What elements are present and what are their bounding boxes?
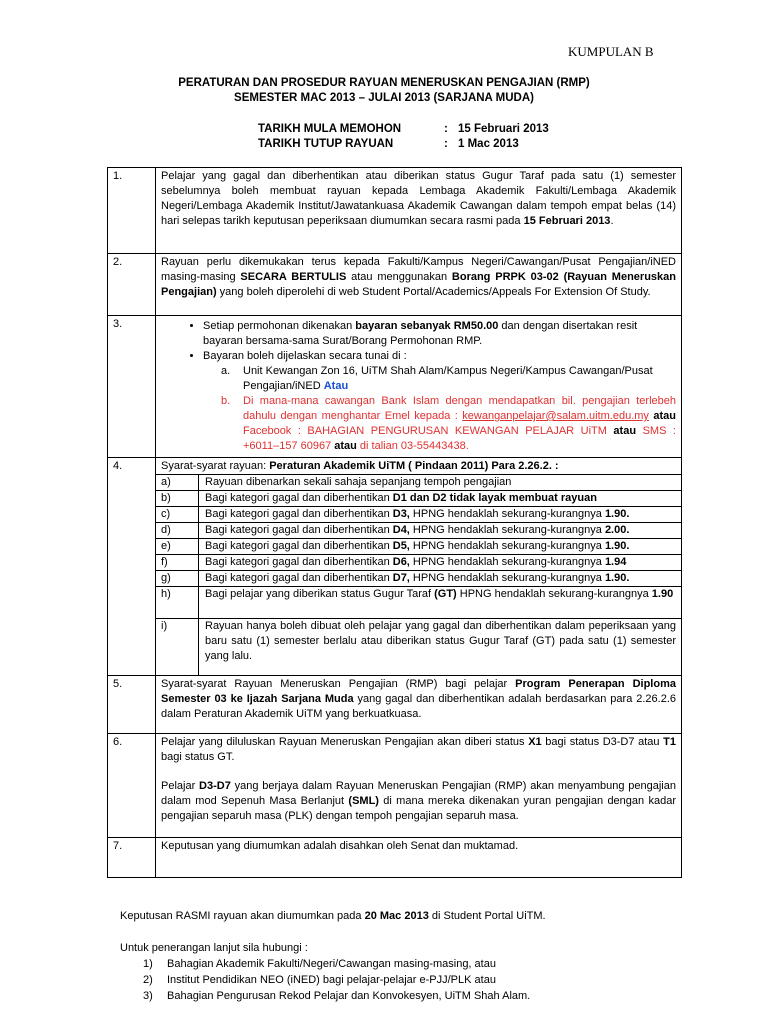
rule-6-para-1: Pelajar yang diluluskan Rayuan Meneruskan Pengajian akan diberi status X1 bagi status D3-D7 atau T1 bagi status GT.: [161, 735, 676, 763]
rule-2-text: Rayuan perlu dikemukakan terus kepada Fakulti/Kampus Negeri/Cawangan/Pusat Pengajian/iNED masing-masing SECARA BERTULIS atau menggunakan Borang PRPK 03-02 (Rayuan Meneruskan Pengajian) yang boleh diperolehi di web Student Portal/Academics/Appeals For Extension Of Study.: [156, 254, 682, 316]
list-item: a. Unit Kewangan Zon 16, UiTM Shah Alam/Kampus Negeri/Kampus Cawangan/Pusat Pengajian/iNED Atau: [221, 365, 653, 392]
separator: :: [444, 123, 448, 135]
table-row: b) Bagi kategori gagal dan diberhentikan D1 dan D2 tidak layak membuat rayuan: [156, 491, 681, 507]
doc-title-line2: SEMESTER MAC 2013 – JULAI 2013 (SARJANA MUDA): [234, 92, 534, 104]
rule-5-text: Syarat-syarat Rayuan Meneruskan Pengajian (RMP) bagi pelajar Program Penerapan Diploma Semester 03 ke Ijazah Sarjana Muda yang gagal dan diberhentikan adalah berdasarkan para 2.26.2.6 dalam Peraturan Akademik UiTM yang berkuatkuasa.: [156, 675, 682, 733]
table-row: h) Bagi pelajar yang diberikan status Gugur Taraf (GT) HPNG hendaklah sekurang-kurangnya 1.90: [156, 587, 681, 619]
table-row: [108, 733, 682, 837]
rule-1-text: Pelajar yang gagal dan diberhentikan atau diberikan status Gugur Taraf pada satu (1) semester sebelumnya boleh membuat rayuan kepada Lembaga Akademik Fakulti/Lembaga Akademik Negeri/Lembaga Akademik Institut/Jawatankuasa Akademik Cawangan dalam tempoh empat belas (14) hari selepas tarikh keputusan peperiksaan diumumkan secara rasmi pada 15 Februari 2013.: [156, 168, 682, 254]
rule-3-text: [156, 316, 682, 458]
rule-6-text: [156, 733, 682, 837]
row-number: 2.: [108, 254, 156, 316]
table-row: e) Bagi kategori gagal dan diberhentikan D5, HPNG hendaklah sekurang-kurangnya 1.90.: [156, 539, 681, 555]
contact-intro: Untuk penerangan lanjut sila hubungi :: [120, 942, 308, 954]
conditions-table: [156, 474, 681, 675]
table-row: [108, 837, 682, 877]
separator: :: [444, 138, 448, 150]
open-date-row: [258, 123, 549, 135]
table-row: [108, 168, 682, 254]
list-item: 2) Institut Pendidikan NEO (iNED) bagi pelajar-pelajar e-PJJ/PLK atau: [143, 974, 496, 986]
table-row: [108, 316, 682, 458]
close-date-value: 1 Mac 2013: [458, 138, 519, 150]
table-row: [108, 458, 682, 676]
list-item: 3) Bahagian Pengurusan Rekod Pelajar dan Konvokesyen, UiTM Shah Alam.: [143, 990, 531, 1002]
rule-4-intro: Syarat-syarat rayuan: Peraturan Akademik UiTM ( Pindaan 2011) Para 2.26.2. :: [161, 460, 559, 472]
row-number: 5.: [108, 675, 156, 733]
row-number: 7.: [108, 837, 156, 877]
email-link[interactable]: kewanganpelajar@salam.uitm.edu.my: [462, 410, 649, 422]
doc-title-line1: PERATURAN DAN PROSEDUR RAYUAN MENERUSKAN PENGAJIAN (RMP): [178, 77, 590, 89]
table-row: [108, 254, 682, 316]
row-number: 6.: [108, 733, 156, 837]
row-number: 1.: [108, 168, 156, 254]
table-row: a) Rayuan dibenarkan sekali sahaja sepanjang tempoh pengajian: [156, 475, 681, 491]
row-number: 3.: [108, 316, 156, 458]
table-row: [108, 675, 682, 733]
rule-4-cell: [156, 458, 682, 676]
contact-list: [143, 956, 530, 1004]
announcement-note: Keputusan RASMI rayuan akan diumumkan pada 20 Mac 2013 di Student Portal UiTM.: [120, 910, 546, 922]
row-number: 4.: [108, 458, 156, 676]
open-date-value: 15 Februari 2013: [458, 123, 549, 135]
close-date-row: [258, 138, 519, 150]
list-item: • Bayaran boleh dijelaskan secara tunai di : a. Unit Kewangan Zon 16, UiTM Shah Alam/Kampus Negeri/Kampus Cawangan/Pusat Pengajian/iNED Atau b. Di mana-mana cawangan Bank Islam dengan mendapatkan bil. pengajian terlebeh dahulu dengan menghantar Emel kepada : kewanganpelajar@salam.uitm.edu.my atau Facebook : BAHAGIAN PENGURUSAN KEWANGAN PELAJAR UiTM atau SMS : +6011–157 60967 atau di talian 03-55443438.: [203, 349, 676, 454]
table-row: g) Bagi kategori gagal dan diberhentikan D7, HPNG hendaklah sekurang-kurangnya 1.90.: [156, 571, 681, 587]
table-row: f) Bagi kategori gagal dan diberhentikan D6, HPNG hendaklah sekurang-kurangnya 1.94: [156, 555, 681, 571]
open-date-label: TARIKH MULA MEMOHON: [258, 123, 402, 135]
list-item: • Setiap permohonan dikenakan bayaran sebanyak RM50.00 dan dengan disertakan resit bayaran bersama-sama Surat/Borang Permohonan RMP.: [203, 319, 676, 349]
list-item: b. Di mana-mana cawangan Bank Islam dengan mendapatkan bil. pengajian terlebeh dahulu dengan menghantar Emel kepada : kewanganpelajar@salam.uitm.edu.my atau Facebook : BAHAGIAN PENGURUSAN KEWANGAN PELAJAR UiTM atau SMS : +6011–157 60967 atau di talian 03-55443438.: [221, 395, 676, 452]
close-date-label: TARIKH TUTUP RAYUAN: [258, 138, 394, 150]
table-row: c) Bagi kategori gagal dan diberhentikan D3, HPNG hendaklah sekurang-kurangnya 1.90.: [156, 507, 681, 523]
rule-7-text: Keputusan yang diumumkan adalah disahkan oleh Senat dan muktamad.: [156, 837, 682, 877]
group-label: KUMPULAN B: [568, 44, 654, 59]
list-item: 1) Bahagian Akademik Fakulti/Negeri/Cawangan masing-masing, atau: [143, 958, 496, 970]
table-row: i) Rayuan hanya boleh dibuat oleh pelajar yang gagal dan diberhentikan dalam peperiksaan yang baru satu (1) semester berlalu atau diberikan status Gugur Taraf (GT) pada satu (1) semester yang lalu.: [156, 619, 681, 675]
rule-6-para-2: Pelajar D3-D7 yang berjaya dalam Rayuan Meneruskan Pengajian (RMP) akan menyambung pengajian dalam mod Sepenuh Masa Berlanjut (SML) di mana mereka dikenakan yuran pengajian dengan kadar pengajian separuh masa (PLK) dengan tempoh pengajian separuh masa.: [161, 779, 676, 822]
rules-table: [107, 167, 682, 878]
table-row: d) Bagi kategori gagal dan diberhentikan D4, HPNG hendaklah sekurang-kurangnya 2.00.: [156, 523, 681, 539]
